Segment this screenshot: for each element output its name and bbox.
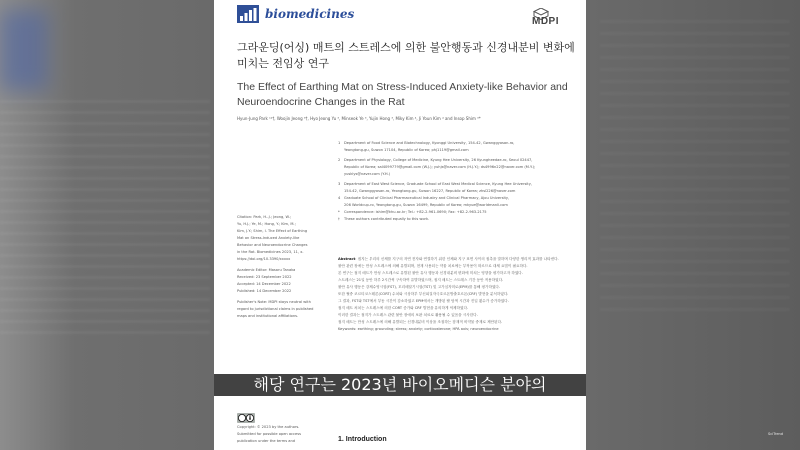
affiliation-mark: † (338, 217, 340, 221)
citation-line: Citation: Park, H.-J.; Jeong, W.; (237, 215, 292, 219)
blurred-background-text-right (600, 20, 790, 320)
citation-line: in the Rat. Biomedicines 2023, 11, x. (237, 250, 304, 254)
editor-line: Academic Editor: Masaru Tanaka (237, 268, 296, 272)
abstract-line: 스트레스는 21일 동안 하루 2시간씩 구속하여 유발하였으며, 접지 매트는 스트레스 기간 동안 적용하였다. (338, 278, 504, 282)
abstract-line: 접지 매트는 만성 스트레스에 의해 유발되는 신경내분비 이상을 조절하는 잠재적 비약물 중재로 제안된다. (338, 320, 503, 324)
channel-watermark: SciTrend (768, 432, 784, 436)
article-sidebar (237, 214, 327, 324)
affiliation-line: These authors contributed equally to this work. (344, 217, 430, 221)
citation-doi-link[interactable]: https://doi.org/10.3390/xxxxx (237, 257, 291, 261)
affiliation-line: yusklys@naver.com (Y.H.) (344, 172, 391, 176)
journal-logo-icon (237, 5, 259, 23)
copyright-line: Copyright: © 2023 by the authors. (237, 425, 300, 429)
publisher-note-line: maps and institutional affiliations. (237, 314, 299, 318)
affiliation-line: 206 Worldcup-ro, Yeongtong-gu, Suwon 16499, Republic of Korea; mkyue@worldmanli.com (344, 203, 508, 207)
affiliation-line: Graduate School of Clinical Pharmaceutical Industry and Clinical Pharmacy, Ajou University, (344, 196, 510, 200)
title-korean: 그라운딩(어싱) 매트의 스트레스에 의한 불안행동과 신경내분비 변화에 미치는 전임상 연구 (237, 41, 575, 70)
abstract-block (338, 256, 582, 333)
abstract-label: Abstract (338, 257, 356, 261)
affiliations (338, 140, 582, 223)
blurred-background-text (0, 100, 210, 340)
affiliation-line: 154-42, Gwanggyosan-ro, Yeongtong-gu, Suwon 16227, Republic of Korea; zhsl226@naver.com (344, 189, 516, 193)
section-heading-introduction: 1. Introduction (338, 436, 387, 443)
affiliation-2 (338, 157, 582, 178)
affiliation-line: Department of East West Science, Graduate School of East West Medical Science, Kyung Hee University, (344, 182, 532, 186)
copyright-block (237, 424, 327, 445)
affiliation-1 (338, 140, 582, 154)
affiliation-line: Republic of Korea; sal4099779@gmail.com (W.J.); yuhjs@naver.com (H.J.Y.); ds4996n22@naver.com (M.Y.); (344, 165, 536, 169)
publisher-note-block (237, 299, 327, 320)
copyright-line: Submitted for possible open access (237, 432, 301, 436)
correspondence (338, 209, 582, 216)
affiliation-mark: 4 (338, 196, 341, 200)
affiliation-mark: 2 (338, 158, 341, 162)
editor-line: Published: 14 December 2022 (237, 289, 292, 293)
abstract-line (338, 256, 582, 263)
abstract-line: 접지 매트 처치는 스트레스에 의한 CORT 증가와 CRF 발현을 유의하게 억제하였다. (338, 306, 469, 310)
abstract-line: 불안 유사 행동은 강제수영시험(FST), 꼬리매달기시험(TST) 및 고가십자미로(EPM)를 통해 평가하였다. (338, 285, 501, 289)
keywords-line: Keywords: earthing; grounding; stress; anxiety; corticosterone; HPA axis; neuroendocrine (338, 327, 499, 331)
equal-contribution-note (338, 216, 582, 223)
abstract-line: 그 결과, FST와 TST에서 부동 시간이 감소하였고 EPM에서는 개방된 팔 탐색 시간과 진입 횟수가 증가하였다. (338, 299, 509, 303)
citation-line: Yu, H.J.; Ye, M.; Hong, Y.; Kim, M.; (237, 222, 296, 226)
affiliation-line: Department of Physiology, College of Medicine, Kyung Hee University, 26 Kyungheedae-ro, Seoul 02447, (344, 158, 533, 162)
author-list: Hyun-Jung Park ¹²†, Woojin Jeong ³†, Hyo Jeong Yu ³, Minseok Ye ³, Yujin Hong ³, Miky Kim ⁴, Ji Youn Kim ⁴ and Insop Shim ³* (237, 116, 481, 121)
cc-license-icon (237, 408, 255, 418)
abstract-line: 이러한 결과는 접지가 스트레스 관련 불안 장애의 보완 치료로 활용될 수 있음을 시사한다. (338, 313, 478, 317)
affiliation-mark: * (338, 210, 340, 214)
citation-line: Mat on Stress-Induced Anxiety-like (237, 236, 300, 240)
affiliation-4 (338, 195, 582, 209)
affiliation-line: Department of Food Science and Biotechnology, Kyonggi University, 154-42, Gwanggyosan-ro, (344, 141, 515, 145)
affiliation-line: Correspondence: ishim@khu.ac.kr; Tel.: +82-2-961-0690; Fax: +82-2-963-2175 (344, 210, 487, 214)
affiliation-mark: 1 (338, 141, 341, 145)
video-subtitle: 해당 연구는 2023년 바이오메디슨 분야의 (214, 374, 586, 396)
editor-block (237, 267, 327, 295)
copyright-line: publication under the terms and (237, 439, 296, 443)
title-english: The Effect of Earthing Mat on Stress-Induced Anxiety-like Behavior and Neuroendocrine Changes in the Rat (237, 81, 568, 108)
affiliation-3 (338, 181, 582, 195)
editor-line: Received: 23 September 2022 (237, 275, 292, 279)
publisher-note-line: regard to jurisdictional claims in published (237, 307, 314, 311)
abstract-text: : 접지는 우리의 신체를 지구의 자연 전자와 연결하기 위한 인체와 지구 표면 사이의 접촉을 말하며 다양한 생리적 효과를 나타낸다. (355, 257, 559, 261)
affiliation-line: Yeongtong-gu, Suwon 17104, Republic of Korea; phj1119@gmail.com (344, 148, 469, 152)
abstract-line: 또한 혈중 코르티코스테론(CORT) 수치와 시상하부 부신피질자극호르몬방출호르몬(CRF) 발현을 분석하였다. (338, 292, 509, 296)
blurred-background-logo (0, 10, 48, 90)
abstract-line: 본 연구는 접지 매트가 만성 스트레스로 유발된 불안 유사 행동과 신경내분비 변화에 미치는 영향을 평가하고자 하였다. (338, 271, 523, 275)
publisher-name: MDPI (532, 16, 559, 27)
citation-block (237, 214, 327, 263)
affiliation-mark: 3 (338, 182, 341, 186)
publisher-note-line: Publisher's Note: MDPI stays neutral with (237, 300, 311, 304)
citation-line: Kim, J.Y.; Shim, I. The Effect of Earthing (237, 229, 308, 233)
citation-line: Behavior and Neuroendocrine Changes (237, 243, 308, 247)
journal-name: biomedicines (265, 7, 355, 21)
abstract-line: 불안 관련 장애는 만성 스트레스에 의해 유발되며, 현재 사용되는 약물 치료에는 부작용이 따르므로 대체 요법이 필요하다. (338, 264, 528, 268)
editor-line: Accepted: 14 December 2022 (237, 282, 291, 286)
